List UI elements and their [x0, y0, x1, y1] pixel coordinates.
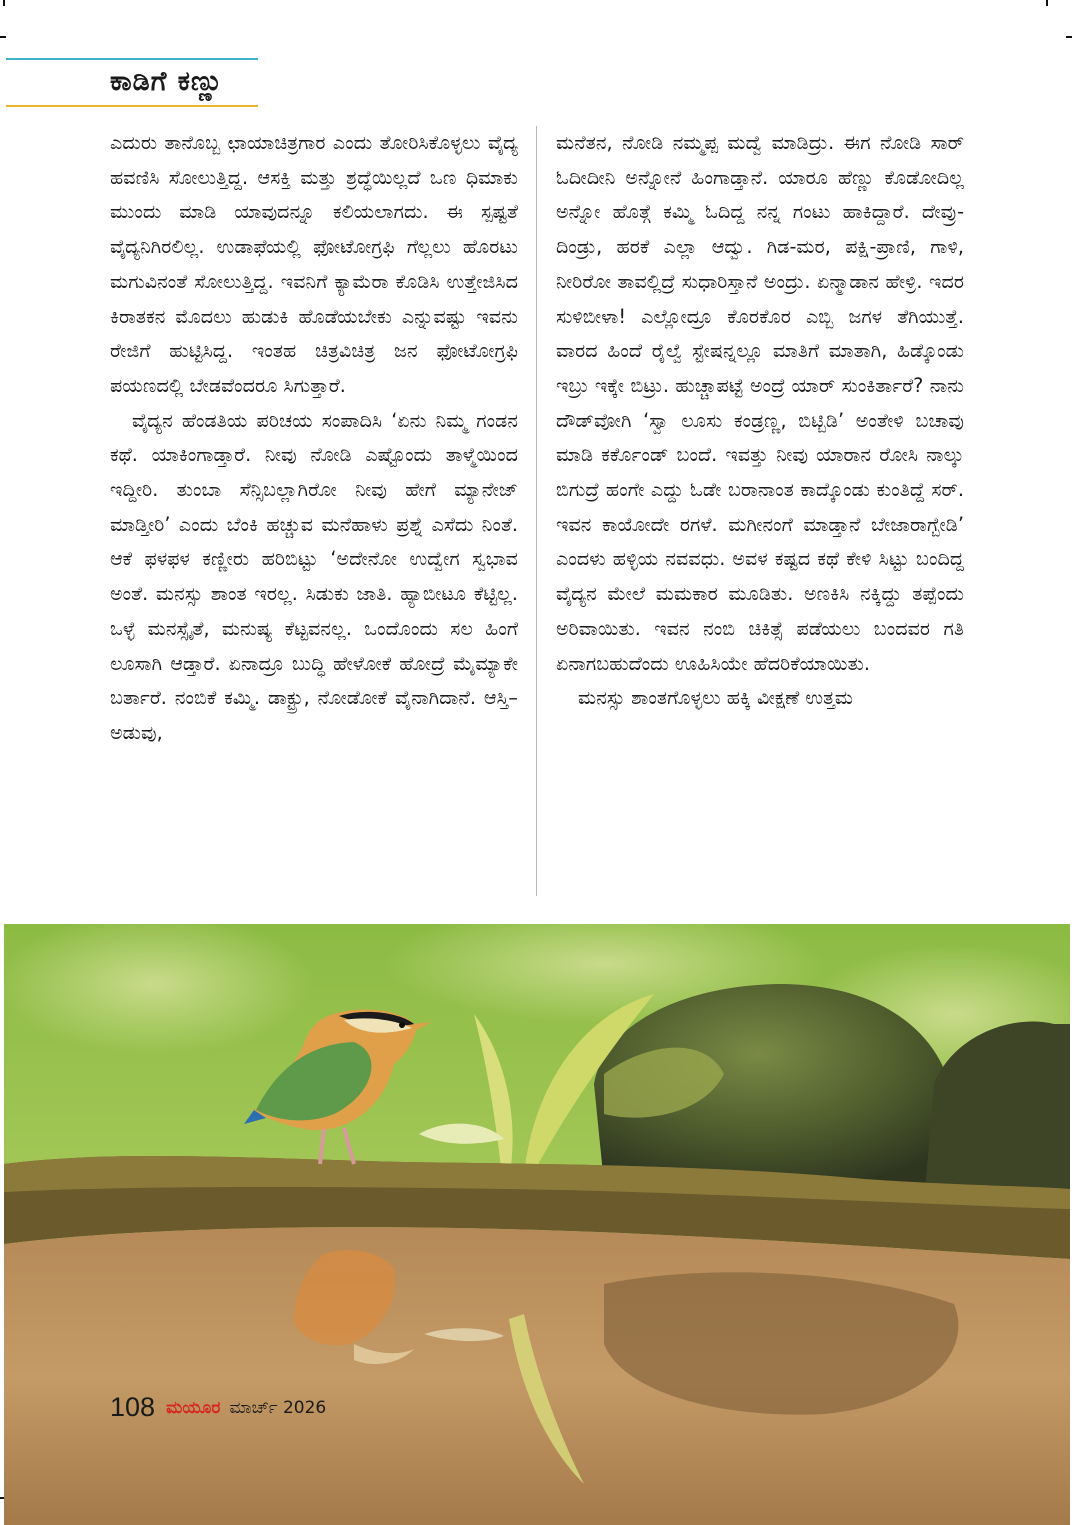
bird-photo: [4, 924, 1070, 1525]
section-rule-top: [6, 58, 258, 60]
paragraph: ಎದುರು ತಾನೊಬ್ಬ ಛಾಯಾಚಿತ್ರಗಾರ ಎಂದು ತೋರಿಸಿಕೊಳ್ಳಲು ವೈದ್ಯ ಹವಣಿಸಿ ಸೋಲುತ್ತಿದ್ದ. ಆಸಕ್ತಿ ಮತ್ತು ಶ್ರದ್ಧೆಯಿಲ್ಲದೆ ಒಣ ಧಿಮಾಕು ಮುಂದು ಮಾಡಿ ಯಾವುದನ್ನೂ ಕಲಿಯಲಾಗದು. ಈ ಸ್ಪಷ್ಟತೆ ವೈದ್ಯನಿಗಿರಲಿಲ್ಲ. ಉಡಾಫೆಯಲ್ಲಿ ಫೋಟೋಗ್ರಫಿ ಗೆಲ್ಲಲು ಹೊರಟು ಮಗುವಿನಂತೆ ಸೋಲುತ್ತಿದ್ದ. ಇವನಿಗೆ ಕ್ಯಾಮೆರಾ ಕೊಡಿಸಿ ಉತ್ತೇಜಿಸಿದ ಕಿರಾತಕನ ಮೊದಲು ಹುಡುಕಿ ಹೊಡೆಯಬೇಕು ಎನ್ನುವಷ್ಟು ಇವನು ರೇಜಿಗೆ ಹುಟ್ಟಿಸಿದ್ದ. ಇಂತಹ ಚಿತ್ರವಿಚಿತ್ರ ಜನ ಫೋಟೋಗ್ರಫಿ ಪಯಣದಲ್ಲಿ ಬೇಡವೆಂದರೂ ಸಿಗುತ್ತಾರೆ.: [110, 131, 518, 397]
paragraph: ವೈದ್ಯನ ಹೆಂಡತಿಯ ಪರಿಚಯ ಸಂಪಾದಿಸಿ ‘ಏನು ನಿಮ್ಮ ಗಂಡನ ಕಥೆ. ಯಾಕಿಂಗಾಡ್ತಾರೆ. ನೀವು ನೋಡಿ ಎಷ್ಟೊಂದು ತಾಳ್ಮೆಯಿಂದ ಇದ್ದೀರಿ. ತುಂಬಾ ಸೆನ್ಸಿಬಲ್ಲಾಗಿರೋ ನೀವು ಹೇಗೆ ಮ್ಯಾನೇಜ್ ಮಾಡ್ತೀರಿ’ ಎಂದು ಬೆಂಕಿ ಹಚ್ಚುವ ಮನೆಹಾಳು ಪ್ರಶ್ನೆ ಎಸೆದು ನಿಂತೆ. ಆಕೆ ಫಳಫಳ ಕಣ್ಣೀರು ಹರಿಬಿಟ್ಟು ‘ಅದೇನೋ ಉದ್ವೇಗ ಸ್ವಭಾವ ಅಂತೆ. ಮನಸ್ಸು ಶಾಂತ ಇರಲ್ಲ. ಸಿಡುಕು ಜಾತಿ. ಹ್ಯಾಬೀಟೂ ಕೆಟ್ಟಿಲ್ಲ. ಒಳ್ಳೆ ಮನಸ್ಸೈತೆ, ಮನುಷ್ಯ ಕೆಟ್ಟವನಲ್ಲ. ಒಂದೊಂದು ಸಲ ಹಿಂಗೆ ಲೂಸಾಗಿ ಆಡ್ತಾರೆ. ಏನಾದ್ರೂ ಬುದ್ಧಿ ಹೇಳೋಕೆ ಹೋದ್ರೆ ಮೈಮ್ಯಾಕೇ ಬರ್ತಾರೆ. ನಂಬಿಕೆ ಕಮ್ಮಿ. ಡಾಕ್ಟ್ರು, ನೋಡೋಕೆ ವೈನಾಗಿದಾನೆ. ಆಸ್ತಿ–ಅಡುವು,: [110, 408, 518, 744]
column-divider: [536, 126, 537, 896]
crop-mark-left-upper: [0, 36, 6, 38]
magazine-name: ಮಯೂರ: [166, 1397, 221, 1418]
section-rule-bottom: [6, 105, 258, 107]
crop-mark-top-right: [1046, 0, 1048, 6]
paragraph: ಮನೆತನ, ನೋಡಿ ನಮ್ಮಪ್ಪ ಮದ್ವೆ ಮಾಡಿದ್ರು. ಈಗ ನೋಡಿ ಸಾರ್ ಓದೀದೀನಿ ಅನ್ನೋನೆ ಹಿಂಗಾಡ್ತಾನೆ. ಯಾರೂ ಹೆಣ್ಣು ಕೊಡೋದಿಲ್ಲ ಅನ್ನೋ ಹೊತ್ಗೆ ಕಮ್ಮಿ ಓದಿದ್ದ ನನ್ನ ಗಂಟು ಹಾಕಿದ್ದಾರೆ. ದೇವ್ರು- ದಿಂಡ್ರು, ಹರಕೆ ಎಲ್ಲಾ ಆದ್ವು. ಗಿಡ-ಮರ, ಪಕ್ಷಿ-ಪ್ರಾಣಿ, ಗಾಳಿ, ನೀರಿರೋ ತಾವಲ್ಲಿದ್ರೆ ಸುಧಾರಿಸ್ತಾನೆ ಅಂದ್ರು. ಏನ್ಮಾಡಾನ ಹೇಳ್ರಿ. ಇದರ ಸುಳಿಬೀಳಾ! ಎಲ್ಲೋದ್ರೂ ಕೊರಕೊರ ಎಬ್ಬಿ ಜಗಳ ತೆಗಿಯುತ್ತೆ. ವಾರದ ಹಿಂದೆ ರೈಲ್ವೆ ಸ್ಟೇಷನ್ನಲ್ಲೂ ಮಾತಿಗೆ ಮಾತಾಗಿ, ಹಿಡ್ಕೊಂಡು ಇಬ್ರು ಇಕ್ಕೇ ಬಿಟ್ರು. ಹುಚ್ಚಾಪಟ್ಟೆ ಅಂದ್ರೆ ಯಾರ್ ಸುಂಕಿರ್ತಾರೆ? ನಾನು ದೌಡ್‌ವೋಗಿ ‘ಸ್ವಾ ಲೂಸು ಕಂಡ್ರಣ್ಣ, ಬಿಟ್ಬಿಡಿ’ ಅಂತೇಳಿ ಬಚಾವು ಮಾಡಿ ಕರ್ಕೊಂಡ್ ಬಂದೆ. ಇವತ್ತು ನೀವು ಯಾರಾನ ರೋಸಿ ನಾಲ್ಕು ಬಿಗುದ್ರೆ ಹಂಗೇ ಎದ್ದು ಓಡೇ ಬರಾನಾಂತ ಕಾದ್ಕೊಂಡು ಕುಂತಿದ್ದೆ ಸರ್. ಇವನ ಕಾಯೋದೇ ರಗಳೆ. ಮಗೀನಂಗೆ ಮಾಡ್ತಾನೆ ಬೇಜಾರಾಗ್ಬೇಡಿ’ ಎಂದಳು ಹಳ್ಳಿಯ ನವವಧು. ಅವಳ ಕಷ್ಟದ ಕಥೆ ಕೇಳಿ ಸಿಟ್ಟು ಬಂದಿದ್ದ ವೈದ್ಯನ ಮೇಲೆ ಮಮಕಾರ ಮೂಡಿತು. ಅಣಕಿಸಿ ನಕ್ಕಿದ್ದು ತಪ್ಪೆಂದು ಅರಿವಾಯಿತು. ಇವನ ನಂಬಿ ಚಿಕಿತ್ಸೆ ಪಡೆಯಲು ಬಂದವರ ಗತಿ ಏನಾಗಬಹುದೆಂದು ಊಹಿಸಿಯೇ ಹೆದರಿಕೆಯಾಯಿತು.: [556, 131, 964, 675]
page-number: 108: [110, 1392, 156, 1422]
section-header: [6, 58, 258, 108]
article-column-left: [110, 126, 518, 751]
crop-mark-right-upper: [1066, 36, 1072, 38]
bird-photo-illustration: [4, 924, 1070, 1525]
paragraph: ಮನಸ್ಸು ಶಾಂತಗೊಳ್ಳಲು ಹಕ್ಕಿ ವೀಕ್ಷಣೆ ಉತ್ತಮ: [578, 686, 854, 710]
issue-date: ಮಾರ್ಚ್ 2026: [229, 1397, 327, 1418]
page-footer: [110, 1392, 326, 1426]
article-column-right: [556, 126, 964, 716]
section-title: ಕಾಡಿಗೆ ಕಣ್ಣು: [110, 66, 224, 97]
crop-mark-top-left: [3, 0, 5, 6]
